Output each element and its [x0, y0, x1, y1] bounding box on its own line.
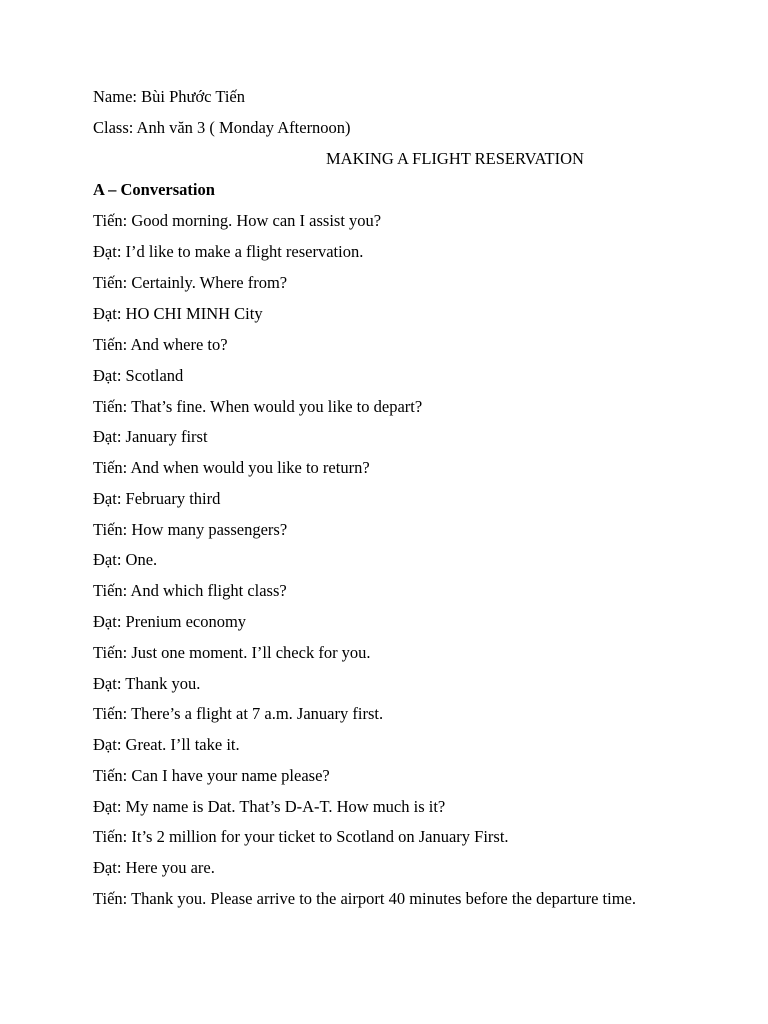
dialogue-line: Đạt: February third: [93, 489, 221, 508]
dialogue-line: Đạt: One.: [93, 550, 158, 569]
dialogue-line: Tiến: How many passengers?: [93, 520, 288, 539]
dialogue-line: Tiến: That’s fine. When would you like to depart?: [93, 397, 423, 416]
section-heading: A – Conversation: [93, 180, 215, 199]
student-name: Name: Bùi Phước Tiến: [93, 87, 245, 106]
dialogue-line: Tiến: Thank you. Please arrive to the airport 40 minutes before the departure time.: [93, 889, 636, 908]
dialogue-line: Đạt: Scotland: [93, 366, 184, 385]
dialogue-line: Tiến: And where to?: [93, 335, 228, 354]
dialogue-line: Tiến: Certainly. Where from?: [93, 273, 288, 292]
dialogue-line: Đạt: Prenium economy: [93, 612, 247, 631]
dialogue-line: Đạt: My name is Dat. That’s D-A-T. How much is it?: [93, 797, 446, 816]
dialogue-line: Tiến: And when would you like to return?: [93, 458, 370, 477]
dialogue-line: Tiến: Good morning. How can I assist you?: [93, 211, 382, 230]
dialogue-line: Tiến: Just one moment. I’ll check for you.: [93, 643, 371, 662]
document-title: MAKING A FLIGHT RESERVATION: [326, 149, 584, 168]
dialogue-line: Đạt: Thank you.: [93, 674, 201, 693]
dialogue-line: Tiến: Can I have your name please?: [93, 766, 330, 785]
dialogue-line: Tiến: It’s 2 million for your ticket to Scotland on January First.: [93, 827, 509, 846]
dialogue-line: Đạt: January first: [93, 427, 208, 446]
dialogue-line: Đạt: Great. I’ll take it.: [93, 735, 240, 754]
student-class: Class: Anh văn 3 ( Monday Afternoon): [93, 118, 351, 137]
dialogue-line: Tiến: And which flight class?: [93, 581, 287, 600]
dialogue-line: Đạt: I’d like to make a flight reservation.: [93, 242, 364, 261]
dialogue-line: Tiến: There’s a flight at 7 a.m. January first.: [93, 704, 384, 723]
dialogue-line: Đạt: HO CHI MINH City: [93, 304, 263, 323]
dialogue-line: Đạt: Here you are.: [93, 858, 215, 877]
